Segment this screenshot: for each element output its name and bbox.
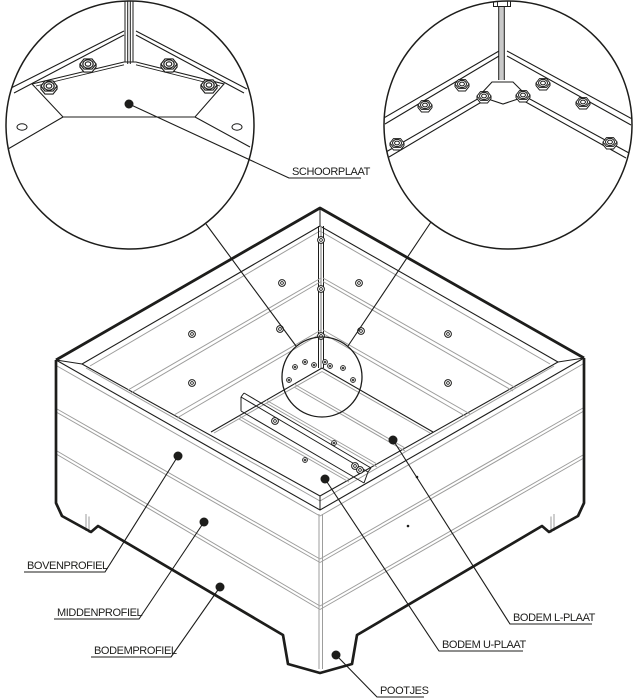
label-schoorplaat: SCHOORPLAAT <box>292 166 370 178</box>
label-pootjes: POOTJES <box>380 685 429 697</box>
leader-dot <box>200 518 209 527</box>
detail-circle-right <box>382 0 634 249</box>
planter-box-isometric <box>56 208 584 673</box>
leader-dot <box>174 452 183 461</box>
leader-dot <box>332 651 341 660</box>
label-bovenprofiel: BOVENPROFIEL <box>27 560 108 572</box>
label-middenprofiel: MIDDENPROFIEL <box>57 607 143 619</box>
leader-dot <box>321 475 330 484</box>
leader-dot <box>125 100 134 109</box>
label-bodem-l-plaat: BODEM L-PLAAT <box>513 612 596 624</box>
leader-dot <box>216 583 225 592</box>
callout-bodemprofiel <box>91 583 225 658</box>
detail-circle-left <box>6 0 254 249</box>
label-bodemprofiel: BODEMPROFIEL <box>94 645 177 657</box>
leader-dot <box>389 436 398 445</box>
label-bodem-u-plaat: BODEM U-PLAAT <box>442 639 526 651</box>
wall-screw <box>407 525 410 528</box>
